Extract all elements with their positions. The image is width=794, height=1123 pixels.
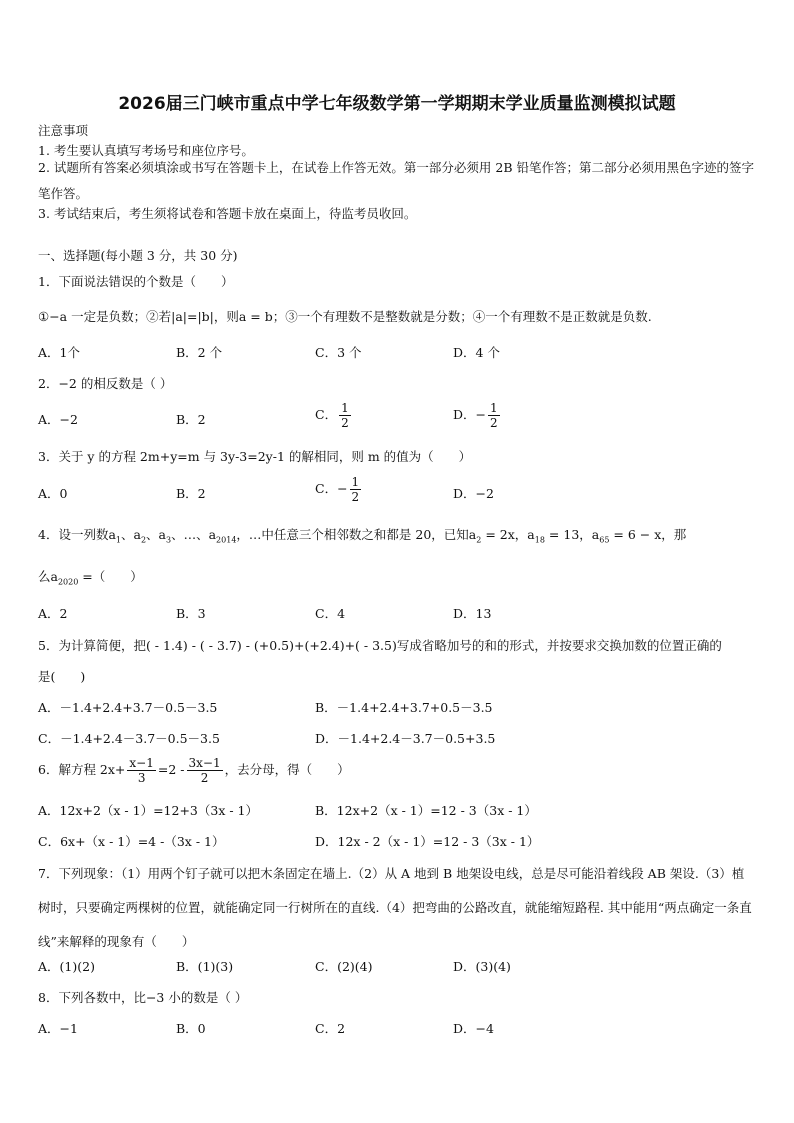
- q3-stem: 3．关于 y 的方程 2m+y=m 与 3y-3=2y-1 的解相同，则 m 的值为（ ）: [38, 449, 472, 464]
- denominator: 3: [137, 771, 146, 785]
- q2-option-c: [315, 401, 353, 430]
- q8-option-a: A．−1: [38, 1021, 78, 1036]
- q2-option-d: [453, 401, 502, 430]
- notice-item-1: 1. 考生要认真填写考场号和座位序号。: [38, 143, 254, 158]
- q4-stem-line2: [38, 567, 143, 587]
- subscript: 18: [534, 535, 545, 545]
- subscript: 2: [140, 535, 147, 545]
- q7-option-a: A．(1)(2): [38, 959, 95, 974]
- q4-stem-part: 中任意三个相邻数之和都是 20，已知a: [261, 527, 477, 542]
- q5-option-b: B．－1.4+2.4+3.7+0.5－3.5: [315, 700, 493, 715]
- q2-option-c-label: C．: [315, 407, 338, 422]
- fraction: [187, 756, 223, 785]
- page-title: 2026届三门峡市重点中学七年级数学第一学期期末学业质量监测模拟试题: [118, 94, 676, 114]
- q7-option-c: C．(2)(4): [315, 959, 373, 974]
- fraction: [488, 401, 500, 430]
- q2-stem: 2．−2 的相反数是（ ）: [38, 376, 173, 391]
- q5-option-a: A．－1.4+2.4+3.7－0.5－3.5: [38, 700, 218, 715]
- q6-option-b: B．12x+2（x - 1）=12 - 3（3x - 1）: [315, 803, 537, 818]
- numerator: x−1: [129, 756, 154, 770]
- q4-stem-part: 么a: [38, 569, 58, 584]
- notice-heading: 注意事项: [38, 123, 89, 138]
- q1-option-d: D．4 个: [453, 345, 500, 360]
- q4-given: = 2x: [485, 527, 515, 542]
- q8-stem: 8．下列各数中，比−3 小的数是（ ）: [38, 990, 248, 1005]
- q4-option-b: B．3: [176, 606, 206, 621]
- q6-stem-part: ，去分母，得（ ）: [224, 762, 350, 777]
- q1-option-a: A．1个: [38, 345, 80, 360]
- fraction: [350, 475, 362, 504]
- q4-option-d: D．13: [453, 606, 492, 621]
- q6-option-a: A．12x+2（x - 1）=12+3（3x - 1）: [38, 803, 259, 818]
- denominator: 2: [200, 771, 209, 785]
- q5-option-c: C．－1.4+2.4－3.7－0.5－3.5: [38, 731, 220, 746]
- numerator: 1: [490, 401, 498, 415]
- q1-option-b: B．2 个: [176, 345, 223, 360]
- q6-option-c: C．6x+（x - 1）=4 -（3x - 1）: [38, 834, 225, 849]
- q5-stem: 5．为计算简便，把( - 1.4) - ( - 3.7) - (+0.5)+(+2.4)+( - 3.5)写成省略加号的和的形式，并按要求交换加数的位置正确的: [38, 638, 722, 653]
- q6-option-d: D．12x - 2（x - 1）=12 - 3（3x - 1）: [315, 834, 540, 849]
- q4-given: = 13: [548, 527, 580, 542]
- q4-given: = 6 − x: [613, 527, 662, 542]
- denominator: 2: [351, 490, 360, 504]
- numerator: 1: [341, 401, 349, 415]
- subscript: 65: [599, 535, 610, 545]
- q5-option-d: D．－1.4+2.4－3.7－0.5+3.5: [315, 731, 496, 746]
- q7-option-d: D．(3)(4): [453, 959, 511, 974]
- q2-option-a: A．−2: [38, 412, 78, 427]
- q3-option-b: B．2: [176, 486, 206, 501]
- q1-statements: ①−a 一定是负数；②若|a|=|b|，则a = b；③一个有理数不是整数就是分数；④一个有理数不是正数就是负数.: [38, 309, 652, 324]
- subscript: 2: [476, 535, 482, 545]
- q5-stem-line2: 是( ): [38, 669, 86, 684]
- q2-option-d-label: D．−: [453, 407, 486, 422]
- q6-stem: [38, 756, 350, 785]
- subscript: 3: [166, 535, 172, 545]
- q4-stem-part: =（ ）: [78, 569, 143, 584]
- section-heading: 一、选择题(每小题 3 分，共 30 分): [38, 248, 238, 263]
- denominator: 2: [490, 416, 498, 430]
- q1-stem: 1．下面说法错误的个数是（ ）: [38, 274, 234, 289]
- q3-option-c-label: C．−: [315, 481, 348, 496]
- q4-option-a: A．2: [38, 606, 68, 621]
- q6-stem-part: =2 -: [157, 762, 185, 777]
- q3-option-a: A．0: [38, 486, 68, 501]
- fraction: [339, 401, 351, 430]
- q7-stem: 7．下列现象：（1）用两个钉子就可以把木条固定在墙上.（2）从 A 地到 B 地架设电线，总是尽可能沿着线段 AB 架设.（3）植树时，只要确定两棵树的位置，就能确定同一行树所在的直线.（4）把弯曲的公路改直，就能缩短路程. 其中能用“两点确定一条直线”来解释的现象有（ ）: [38, 866, 752, 949]
- subscript: 2020: [57, 577, 79, 587]
- q8-option-b: B．0: [176, 1021, 206, 1036]
- q8-option-d: D．−4: [453, 1021, 494, 1036]
- q4-stem-part: ，那: [661, 527, 687, 542]
- q3-option-d: D．−2: [453, 486, 494, 501]
- q4-stem: 4．设一列数$a_1$、$a_2$、$a_3$、…、$a_{2014}$，…中任意三个相邻数之和都是 20，已知$a_2 = 2x$，$a_{18} = 13$，$a_{65} = 6 - x$，那: [38, 527, 687, 545]
- numerator: 3x−1: [188, 756, 221, 770]
- q6-stem-part: 6．解方程 2x+: [38, 762, 126, 777]
- notice-item-2: 2. 试题所有答案必须填涂或书写在答题卡上，在试卷上作答无效。第一部分必须用 2B 铅笔作答；第二部分必须用黑色字迹的签字笔作答。: [38, 160, 754, 201]
- q4-stem-part: 4．设一列数a: [38, 527, 116, 542]
- denominator: 2: [341, 416, 349, 430]
- q1-option-c: C．3 个: [315, 345, 362, 360]
- q2-option-b: B．2: [176, 412, 206, 427]
- subscript: 1: [115, 535, 121, 545]
- q3-option-c: [315, 475, 363, 504]
- fraction: [127, 756, 155, 785]
- q4-option-c: C．4: [315, 606, 346, 621]
- numerator: 1: [351, 475, 360, 489]
- subscript: 2014: [216, 535, 237, 545]
- q8-option-c: C．2: [315, 1021, 346, 1036]
- notice-item-3: 3. 考试结束后，考生须将试卷和答题卡放在桌面上，待监考员收回。: [38, 206, 417, 221]
- q7-option-b: B．(1)(3): [176, 959, 234, 974]
